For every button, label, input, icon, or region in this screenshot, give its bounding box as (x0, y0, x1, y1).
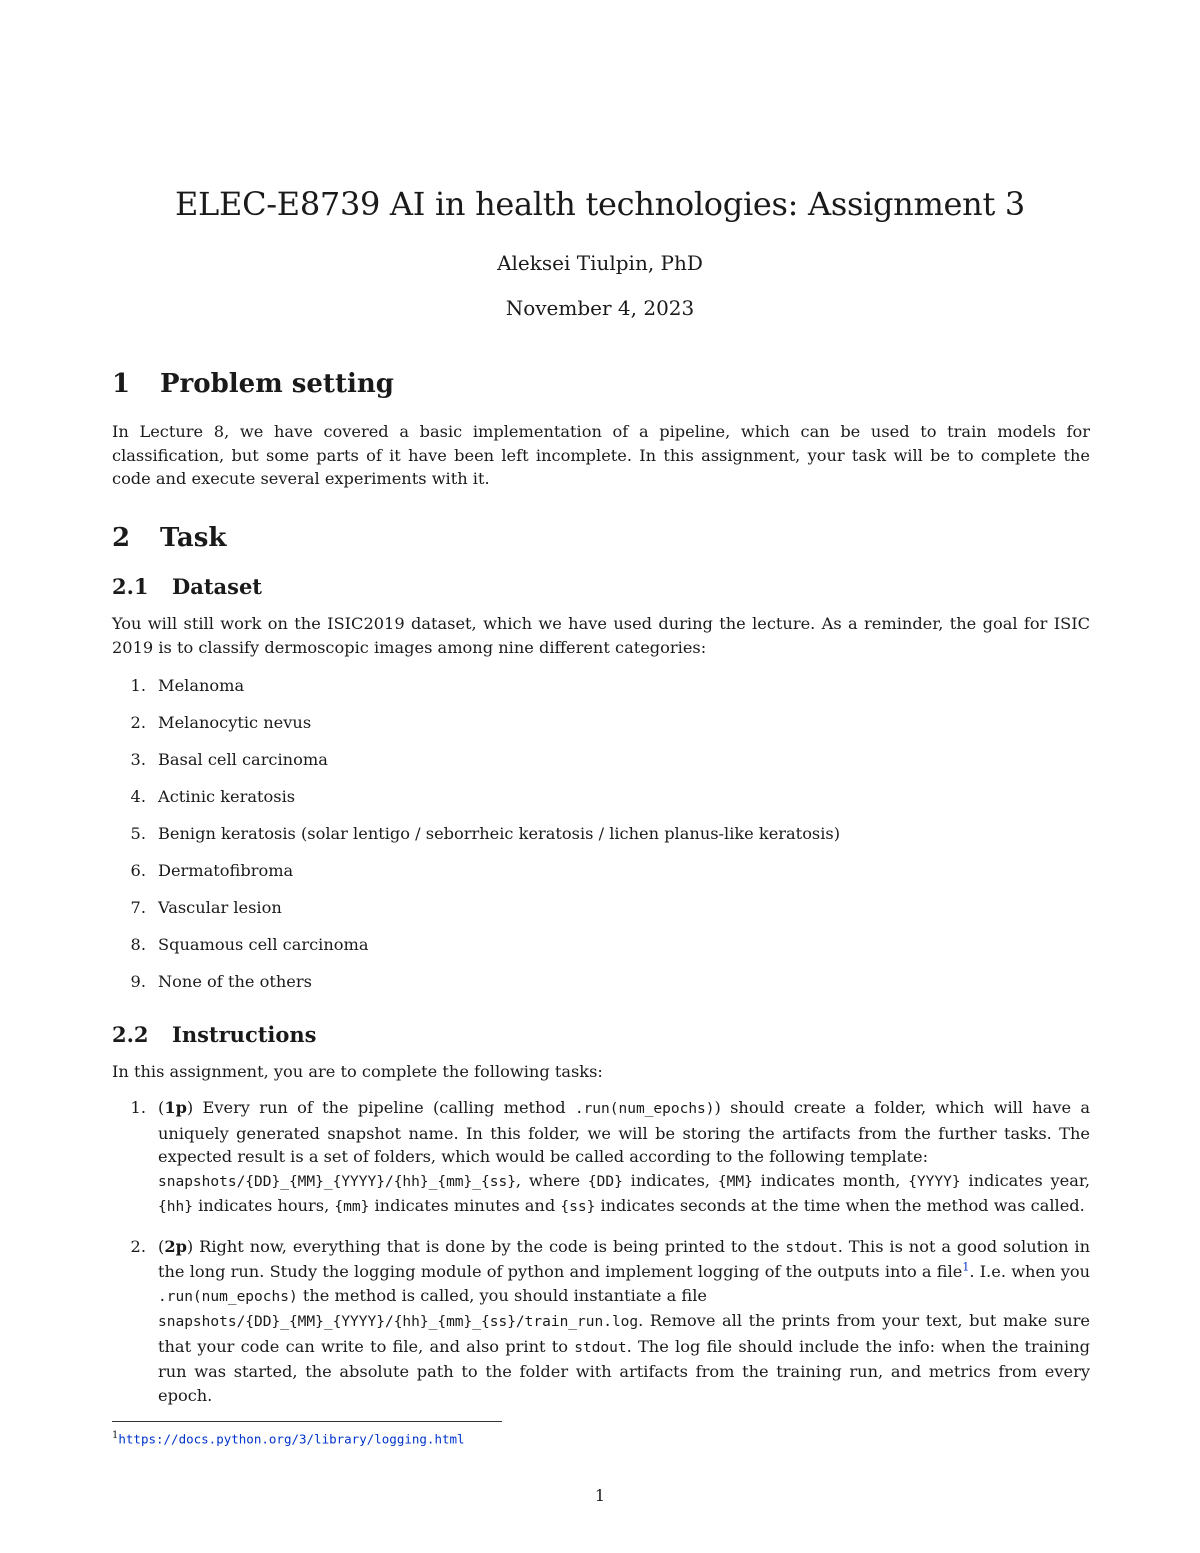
task-text: indicates hours, (192, 1196, 335, 1215)
list-item-label: Benign keratosis (solar lentigo / seborrheic keratosis / lichen planus-like keratosis) (158, 824, 841, 843)
task-text: Right now, everything that is done by the code is being printed to the (193, 1236, 786, 1256)
task-text: indicates year, (960, 1170, 1090, 1190)
code-span: {YYYY} (908, 1173, 961, 1190)
list-number: 7. (130, 898, 146, 917)
code-span: {hh} (158, 1199, 193, 1215)
author: Aleksei Tiulpin, PhD (497, 251, 703, 275)
section-title: Task (160, 523, 227, 553)
list-number: 2. (130, 713, 146, 732)
problem-setting-paragraph: In Lecture 8, we have covered a basic implementation of a pipeline, which can be used to train models for classification, but some parts of it have been left incomplete. In this assignment, your task will be to complete the code and execute several experiments with it. (112, 422, 1090, 488)
list-item-label: None of the others (158, 972, 312, 991)
footnote-link[interactable]: https://docs.python.org/3/library/logging.html (118, 1431, 465, 1447)
list-number: 9. (130, 972, 146, 991)
task-text: . Remove all the prints from your text, but make sure that your code can write to file, and also print to (158, 1311, 1090, 1356)
document-title: ELEC-E8739 AI in health technologies: Assignment 3 (175, 185, 1025, 223)
subsection-title: Instructions (172, 1022, 317, 1047)
subsection-title: Dataset (172, 574, 263, 599)
list-item-label: Actinic keratosis (158, 787, 296, 806)
task-text: . The log file should include the info: when the training run was started, the absolute path to the folder with artifacts from the training run, and metrics from every epoch. (158, 1336, 1090, 1405)
section-number: 1 (112, 369, 131, 399)
list-number: 6. (130, 861, 146, 880)
task-item (112, 1096, 1090, 1220)
list-number: 1. (130, 676, 146, 695)
list-item-label: Dermatofibroma (158, 861, 294, 880)
code-span: stdout (785, 1239, 838, 1256)
code-span: .run(num_epochs) (158, 1288, 298, 1305)
task-number: 1. (130, 1098, 146, 1117)
page-number: 1 (594, 1486, 606, 1505)
footnote-mark: 1 (112, 1430, 119, 1441)
dataset-paragraph: You will still work on the ISIC2019 dataset, which we have used during the lecture. As a reminder, the goal for ISIC 2019 is to classify dermoscopic images among nine different categories: (112, 614, 1090, 657)
list-number: 4. (130, 787, 146, 806)
list-number: 5. (130, 824, 146, 843)
list-item-label: Vascular lesion (158, 898, 282, 917)
code-span: {MM} (717, 1173, 753, 1190)
list-item (112, 822, 1090, 859)
category-list (112, 674, 1090, 1007)
footnote-divider (112, 1421, 502, 1422)
section-number: 2 (112, 523, 131, 553)
task-text: ) should create a folder, which will have a uniquely generated snapshot name. In this folder, we will be storing the artifacts from the further tasks. The expected result is a set of folders, which would be called according to the following template: (158, 1098, 1090, 1166)
list-item (112, 748, 1090, 785)
task-list (112, 1096, 1090, 1407)
list-item-label: Melanocytic nevus (158, 713, 312, 732)
task-body: (2p) Right now, everything that is done by the code is being printed to the stdout. This is not a good solution in the long run. Study the logging module of python and implement logging of the outputs into a file$^1$. I.e. when you .run(num_epochs) the method is called, you should instantiate a file snapshots/{DD}_{MM}_{YYYY}/{hh}_{mm}_{ss}/train_run.log. Remove all the prints from your text, but make sure that your code can write to file, and also print to stdout. The log file should include the info: when the training run was started, the absolute path to the folder with artifacts from the training run, and metrics from every epoch. (158, 1236, 1091, 1405)
list-item-label: Squamous cell carcinoma (158, 935, 369, 954)
task-text: Every run of the pipeline (calling method (193, 1098, 575, 1117)
task-text: . I.e. when you (969, 1262, 1091, 1281)
list-item (112, 674, 1090, 711)
code-span: stdout (574, 1339, 627, 1356)
task-text: indicates minutes and (369, 1196, 561, 1215)
task-text: indicates, (622, 1170, 718, 1190)
footnote-marker[interactable]: 1 (962, 1260, 970, 1274)
code-span: .run(num_epochs) (574, 1101, 715, 1117)
subsection-heading-dataset (112, 574, 262, 600)
section-heading-task (112, 522, 226, 554)
code-span: {mm} (334, 1199, 370, 1215)
date: November 4, 2023 (505, 296, 695, 320)
list-item-label: Melanoma (158, 676, 245, 695)
task-points: 2p (164, 1236, 187, 1256)
task-item (112, 1235, 1090, 1408)
task-text: the method is called, you should instantiate a file (297, 1285, 707, 1305)
code-span: snapshots/{DD}_{MM}_{YYYY}/{hh}_{mm}_{ss} (158, 1173, 516, 1190)
code-span: snapshots/{DD}_{MM}_{YYYY}/{hh}_{mm}_{ss}/train_run.log (158, 1314, 639, 1330)
task-body: (1p) Every run of the pipeline (calling method .run(num_epochs)) should create a folder, which will have a uniquely generated snapshot name. In this folder, we will be storing the artifacts from the further tasks. The expected result is a set of folders, which would be called according to the following template: snapshots/{DD}_{MM}_{YYYY}/{hh}_{mm}_{ss}, where {DD} indicates, {MM} indicates month, {YYYY} indicates year, {hh} indicates hours, {mm} indicates minutes and {ss} indicates seconds at the time when the method was called. (158, 1098, 1090, 1215)
subsection-number: 2.1 (112, 574, 149, 599)
task-text: . This is not a good solution in the long run. Study the logging module of python and implement logging of the outputs into a file (158, 1236, 1090, 1281)
list-item (112, 933, 1090, 970)
task-points: 1p (164, 1098, 187, 1117)
code-span: {ss} (560, 1199, 596, 1215)
list-item (112, 896, 1090, 933)
instructions-intro: In this assignment, you are to complete the following tasks: (112, 1062, 603, 1081)
list-item (112, 785, 1090, 822)
task-number: 2. (130, 1236, 146, 1256)
subsection-heading-instructions (112, 1022, 317, 1048)
section-heading-problem-setting (112, 368, 394, 400)
list-item (112, 711, 1090, 748)
task-text: indicates seconds at the time when the method was called. (595, 1196, 1085, 1215)
code-span: {DD} (587, 1173, 623, 1190)
subsection-number: 2.2 (112, 1022, 149, 1047)
section-title: Problem setting (160, 369, 394, 399)
list-item (112, 859, 1090, 896)
list-number: 8. (130, 935, 146, 954)
list-number: 3. (130, 750, 146, 769)
list-item-label: Basal cell carcinoma (158, 750, 328, 769)
list-item (112, 970, 1090, 1007)
footnote (112, 1427, 465, 1449)
task-text: , where (515, 1170, 588, 1190)
task-text: indicates month, (752, 1170, 909, 1190)
